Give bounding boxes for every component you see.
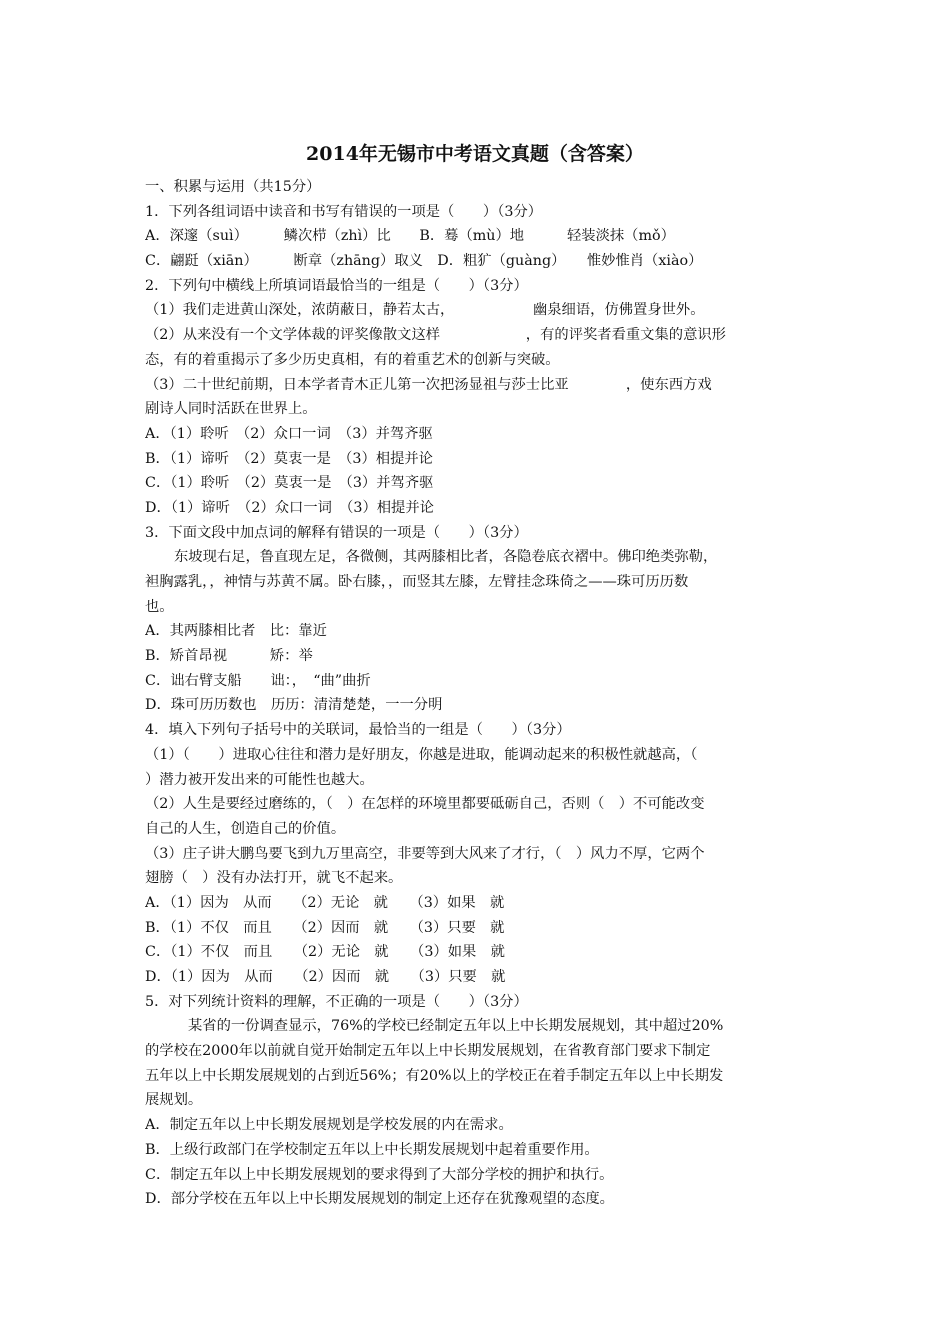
question-1-stem: 1．下列各组词语中读音和书写有错误的一项是（ ）（3分）: [145, 203, 543, 220]
question-2-option-c: C．（1）聆听 （2）莫衷一是 （3）并驾齐驱: [145, 475, 434, 492]
question-2-sentence-1: （1）我们走进黄山深处，浓荫蔽日，静若太古， 幽泉细语，仿佛置身世外。: [145, 302, 705, 319]
question-5-stem: 5．对下列统计资料的理解，不正确的一项是（ ）（3分）: [145, 993, 528, 1010]
question-3-option-d: D．珠可历历数也 历历：清清楚楚，一一分明: [145, 697, 443, 714]
question-3-stem: 3．下面文段中加点词的解释有错误的一项是（ ）（3分）: [145, 524, 528, 541]
question-3-passage-end: 也。: [145, 598, 174, 615]
question-5-material-end: 展规划。: [145, 1092, 203, 1109]
question-3-option-b: B．矫首昂视 矫：举: [145, 648, 313, 665]
question-4-option-c: C．（1）不仅 而且 （2）无论 就 （3）如果 就: [145, 944, 505, 961]
question-5-material-cont-2: 五年以上中长期发展规划的占到近56%；有20%以上的学校正在着手制定五年以上中长期发: [145, 1067, 724, 1084]
document-title: 2014年无锡市中考语文真题（含答案）: [306, 143, 644, 165]
question-4-sentence-1-cont: ）潜力被开发出来的可能性也越大。: [145, 771, 374, 788]
section-heading: 一、积累与运用（共15分）: [145, 179, 321, 195]
question-4-stem: 4．填入下列句子括号中的关联词，最恰当的一组是（ ）（3分）: [145, 722, 571, 739]
question-2-option-d: D．（1）谛听 （2）众口一词 （3）相提并论: [145, 499, 434, 516]
question-1-options-ab: A．深邃（suì） 鳞次栉（zhì）比 B．蓦（mù）地 轻装淡抹（mǒ）: [145, 228, 675, 245]
question-5-option-a: A．制定五年以上中长期发展规划是学校发展的内在需求。: [145, 1117, 513, 1134]
question-4-sentence-3: （3）庄子讲大鹏鸟要飞到九万里高空，非要等到大风来了才行，（ ）风力不厚，它两个: [145, 845, 705, 862]
question-3-passage: 东坡现右足，鲁直现左足，各微侧，其两膝相比者，各隐卷底衣褶中。佛印绝类弥勒，: [174, 549, 718, 566]
question-3-passage-cont: 袒胸露乳，，神情与苏黄不属。卧右膝，，而竖其左膝，左臂挂念珠倚之——珠可历历数: [145, 574, 689, 590]
question-5-option-b: B．上级行政部门在学校制定五年以上中长期发展规划中起着重要作用。: [145, 1141, 599, 1158]
question-3-option-a: A．其两膝相比者 比：靠近: [145, 623, 327, 640]
question-4-option-a: A．（1）因为 从而 （2）无论 就 （3）如果 就: [145, 894, 505, 911]
question-2-stem: 2．下列句中横线上所填词语最恰当的一组是（ ）（3分）: [145, 277, 528, 294]
question-4-sentence-2: （2）人生是要经过磨练的，（ ）在怎样的环境里都要砥砺自己，否则（ ）不可能改变: [145, 796, 705, 813]
question-3-option-c: C．诎右臂支船 诎：， “曲”曲折: [145, 672, 371, 689]
question-2-sentence-2-cont: 态，有的着重揭示了多少历史真相，有的着重艺术的创新与突破。: [145, 351, 560, 368]
question-5-material: 某省的一份调查显示，76%的学校已经制定五年以上中长期发展规划，其中超过20%: [188, 1018, 724, 1035]
question-4-option-b: B．（1）不仅 而且 （2）因而 就 （3）只要 就: [145, 919, 505, 936]
question-5-option-d: D．部分学校在五年以上中长期发展规划的制定上还存在犹豫观望的态度。: [145, 1191, 614, 1208]
question-4-sentence-1: （1）（ ）进取心往往和潜力是好朋友，你越是进取，能调动起来的积极性就越高，（: [145, 746, 698, 763]
question-2-option-a: A．（1）聆听 （2）众口一词 （3）并驾齐驱: [145, 425, 433, 442]
question-2-sentence-3: （3）二十世纪前期，日本学者青木正儿第一次把汤显祖与莎士比亚 ，使东西方戏: [145, 376, 712, 393]
question-1-options-cd: C．翩跹（xiān） 断章（zhāng）取义 D．粗犷（guàng） 惟妙惟肖（xiào）: [145, 253, 703, 270]
question-4-option-d: D．（1）因为 从而 （2）因而 就 （3）只要 就: [145, 969, 506, 985]
question-5-material-cont-1: 的学校在2000年以前就自觉开始制定五年以上中长期发展规划，在省教育部门要求下制定: [145, 1043, 711, 1060]
question-5-option-c: C．制定五年以上中长期发展规划的要求得到了大部分学校的拥护和执行。: [145, 1166, 614, 1183]
question-4-sentence-3-cont: 翅膀（ ）没有办法打开，就飞不起来。: [145, 870, 403, 887]
question-2-sentence-3-cont: 剧诗人同时活跃在世界上。: [145, 401, 317, 418]
document-body: [145, 175, 810, 1212]
question-4-sentence-2-cont: 自己的人生，创造自己的价值。: [145, 820, 346, 837]
question-2-option-b: B．（1）谛听 （2）莫衷一是 （3）相提并论: [145, 450, 433, 467]
question-2-sentence-2: （2）从来没有一个文学体裁的评奖像散文这样 ，有的评奖者看重文集的意识形: [145, 327, 726, 344]
